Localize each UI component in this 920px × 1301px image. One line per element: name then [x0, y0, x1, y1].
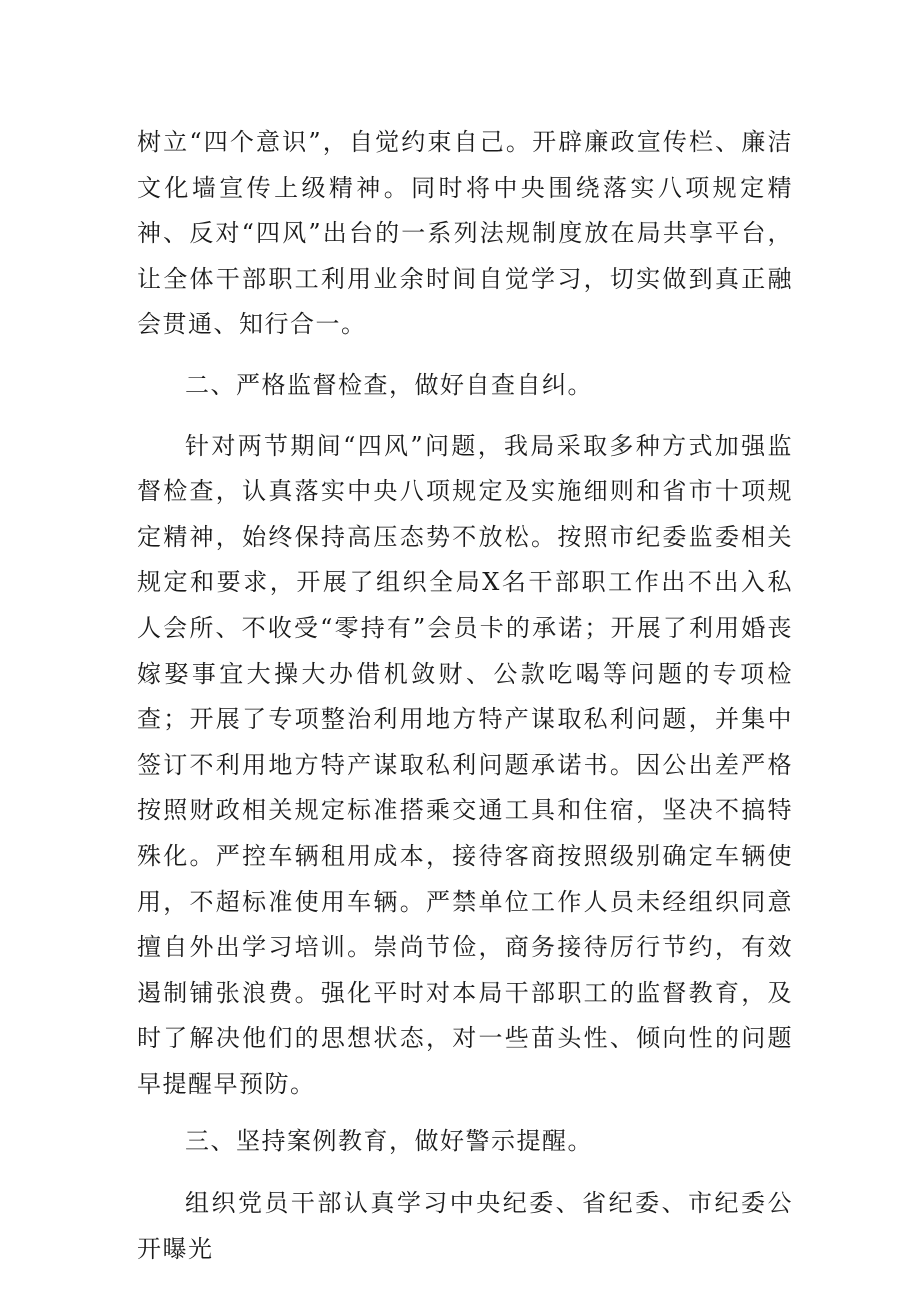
paragraph-supervision: 针对两节期间“四风”问题，我局采取多种方式加强监督检查，认真落实中央八项规定及实施细则和省市十项规定精神，始终保持高压态势不放松。按照市纪委监委相关规定和要求，开展了组织全局X名干部职工作出不出入私人会所、不收受“零持有”会员卡的承诺；开展了利用婚丧嫁娶事宜大操大办借机敛财、公款吃喝等问题的专项检查；开展了专项整治利用地方特产谋取私利问题，并集中签订不利用地方特产谋取私利问题承诺书。因公出差严格按照财政相关规定标准搭乘交通工具和住宿，坚决不搞特殊化。严控车辆租用成本，接待客商按照级别确定车辆使用，不超标准使用车辆。严禁单位工作人员未经组织同意擅自外出学习培训。崇尚节俭，商务接待厉行节约，有效遏制铺张浪费。强化平时对本局干部职工的监督教育，及时了解决他们的思想状态，对一些苗头性、倾向性的问题早提醒早预防。: [137, 431, 793, 1098]
document-body: [137, 120, 793, 1272]
section-heading-3: 三、坚持案例教育，做好警示提醒。: [185, 1127, 593, 1156]
section-heading-2: 二、严格监督检查，做好自查自纠。: [185, 370, 593, 399]
paragraph-continuation: 树立“四个意识”，自觉约束自己。开辟廉政宣传栏、廉洁文化墙宣传上级精神。同时将中央围绕落实八项规定精神、反对“四风”出台的一系列法规制度放在局共享平台，让全体干部职工利用业余时间自觉学习，切实做到真正融会贯通、知行合一。: [137, 128, 793, 339]
paragraph-case-education: 组织党员干部认真学习中央纪委、省纪委、市纪委公开曝光: [137, 1189, 793, 1263]
